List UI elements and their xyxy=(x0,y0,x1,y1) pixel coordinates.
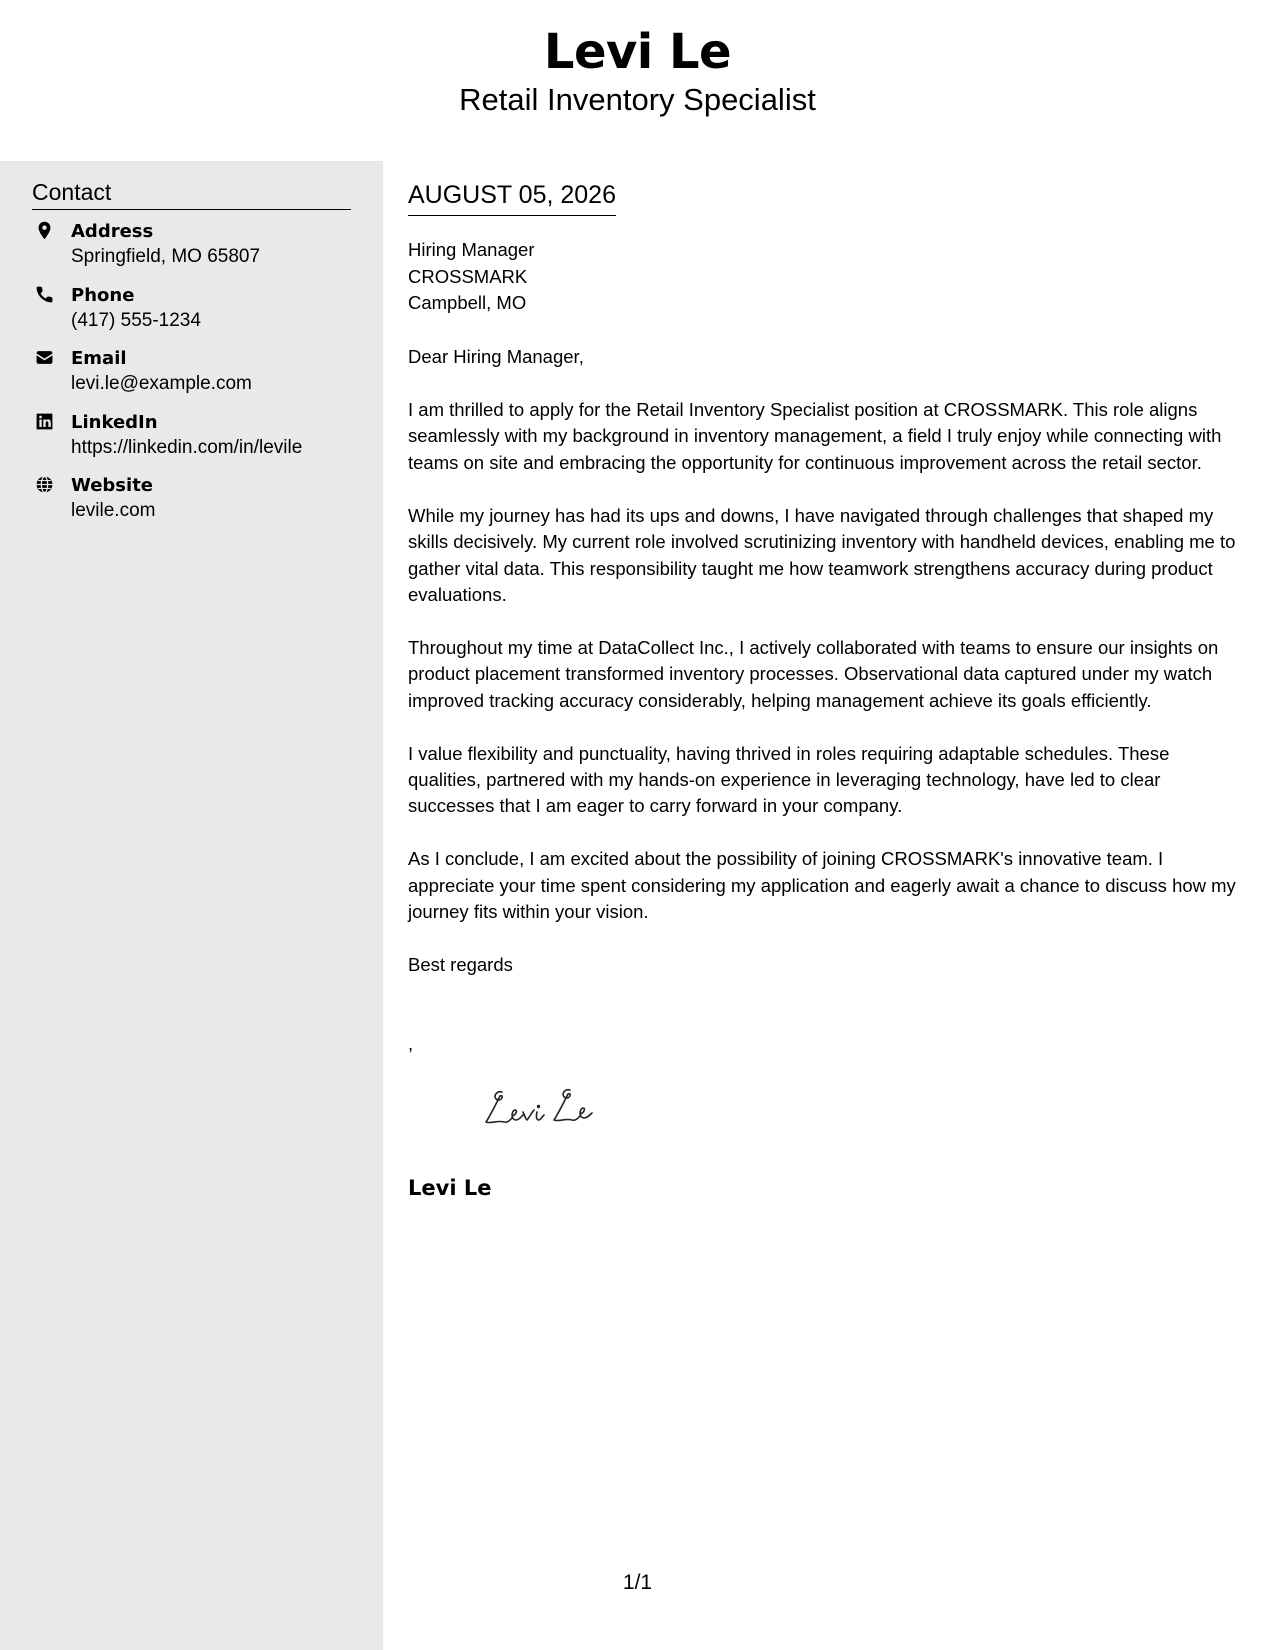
signer-name: Levi Le xyxy=(408,1176,492,1200)
contact-list xyxy=(32,219,362,537)
contact-value[interactable]: levile.com xyxy=(71,500,156,521)
contact-value[interactable]: levi.le@example.com xyxy=(71,373,252,394)
contact-value: Springfield, MO 65807 xyxy=(71,246,261,267)
contact-label: Email xyxy=(71,348,127,369)
page-number: 1/1 xyxy=(622,1571,653,1594)
contact-item-linkedin xyxy=(32,410,362,474)
contact-item-email xyxy=(32,346,362,410)
contact-label: Address xyxy=(71,221,154,242)
paragraph: Throughout my time at DataCollect Inc., I actively collaborated with teams to ensure our insights on product placement transformed inventory processes. Observational data captured under my watch improved tracking accuracy considerably, helping management achieve its goals efficiently. xyxy=(408,636,1219,711)
letter-date: AUGUST 05, 2026 xyxy=(408,179,616,216)
salutation: Dear Hiring Manager, xyxy=(408,346,584,367)
closing: Best regards xyxy=(408,954,513,975)
globe-icon xyxy=(35,475,54,494)
contact-item-phone xyxy=(32,283,362,347)
phone-icon xyxy=(35,285,54,304)
closing-comma: , xyxy=(408,1033,414,1054)
header xyxy=(0,0,1275,161)
recipient-name: Hiring Manager xyxy=(408,239,535,260)
paragraph: As I conclude, I am excited about the possibility of joining CROSSMARK's innovative team. I appreciate your time spent considering my application and eagerly await a chance to discuss how my journey fits within your vision. xyxy=(408,848,1236,923)
contact-value: (417) 555-1234 xyxy=(71,309,201,331)
contact-label: Website xyxy=(71,475,154,496)
paragraph: I value flexibility and punctuality, having thrived in roles requiring adaptable schedules. These qualities, partnered with my hands-on experience in leveraging technology, have led to clear successes that I am eager to carry forward in your company. xyxy=(408,742,1170,817)
paragraph: I am thrilled to apply for the Retail Inventory Specialist position at CROSSMARK. This role aligns seamlessly with my background in inventory management, a field I truly enjoy while connecting with teams on site and embracing the opportunity for continuous improvement across the retail sector. xyxy=(408,399,1222,473)
contact-value[interactable]: https://linkedin.com/in/levile xyxy=(71,436,303,458)
applicant-name: Levi Le xyxy=(543,24,732,80)
contact-heading: Contact xyxy=(32,177,351,210)
recipient-block xyxy=(408,237,534,317)
contact-item-address xyxy=(32,219,362,283)
location-pin-icon xyxy=(35,221,54,240)
recipient-location: Campbell, MO xyxy=(408,292,527,313)
recipient-company: CROSSMARK xyxy=(408,265,528,287)
letter-paragraphs xyxy=(408,397,1240,952)
linkedin-icon xyxy=(35,412,54,431)
contact-label: Phone xyxy=(71,284,135,306)
envelope-icon xyxy=(35,348,54,367)
paragraph: While my journey has had its ups and downs, I have navigated through challenges that shaped my skills decisively. My current role involved scrutinizing inventory with handheld devices, enabling me to gather vital data. This responsibility taught me how teamwork strengthens accuracy during product evaluations. xyxy=(408,504,1236,605)
contact-item-website xyxy=(32,473,362,537)
contact-sidebar xyxy=(0,161,383,1650)
contact-label: LinkedIn xyxy=(71,411,158,433)
job-title: Retail Inventory Specialist xyxy=(459,82,816,117)
handwritten-signature xyxy=(480,1082,610,1134)
